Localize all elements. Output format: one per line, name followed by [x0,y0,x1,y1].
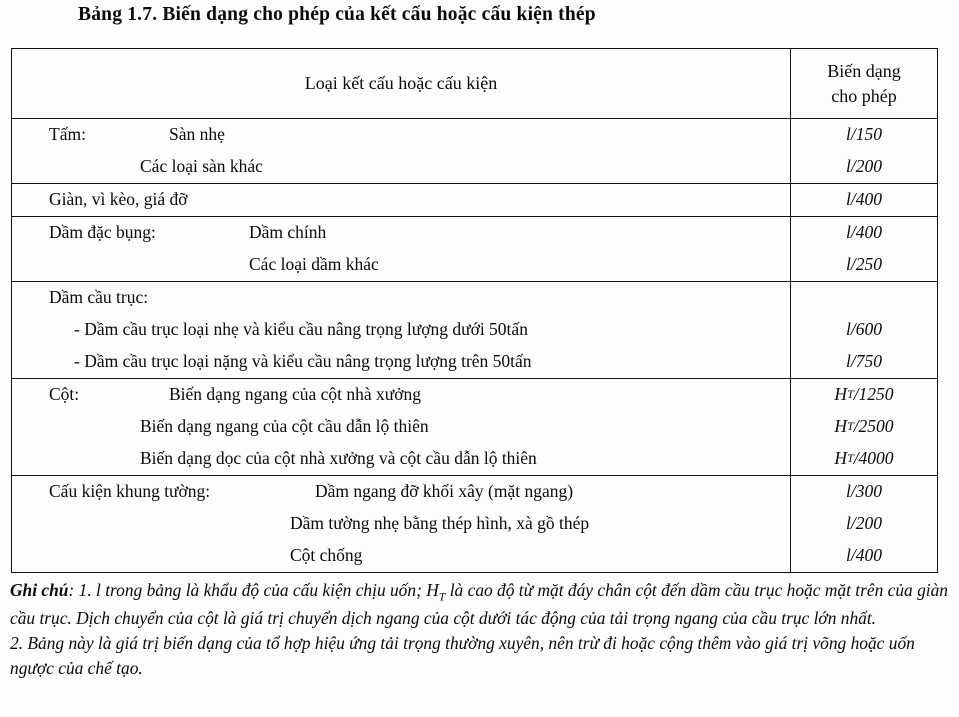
group-tam-description [12,119,791,184]
notes-label: Ghi chú [10,580,69,600]
row-line [12,184,790,216]
note-1-text-part1: : 1. l trong bảng là khẩu độ của cấu kiện chịu uốn; H [68,580,439,600]
row-line [12,411,790,443]
row-text: - Dầm cầu trục loại nhẹ và kiểu cầu nâng trọng lượng dưới 50tấn [74,319,528,340]
value-base: H [834,416,848,437]
group-lead-label: Cấu kiện khung tường: [49,481,211,502]
value-subscript: T [847,419,854,434]
group-dam-dac-bung-description [12,217,791,282]
value-cell: l/600 [846,319,882,340]
value-cell: l/750 [846,351,882,372]
deflection-table-container [11,48,937,573]
value-cell [791,411,937,443]
value-cell [791,443,937,475]
value-cell [791,379,937,411]
value-base: H [834,448,848,469]
table-row [12,217,938,282]
group-lead-label: Dầm cầu trục: [49,287,149,308]
value-cell: l/300 [846,481,882,502]
row-text: Cột chống [290,545,363,566]
row-line [12,346,790,378]
row-text: Sàn nhẹ [169,124,225,145]
value-subscript: T [847,387,854,402]
row-line [12,443,790,475]
group-khung-tuong-description [12,476,791,573]
table-notes [10,578,950,681]
value-denominator: /1250 [853,384,894,405]
group-lead-label: Tấm: [49,124,86,145]
group-tam-values [791,119,938,184]
table-row [12,184,938,217]
page-title: Bảng 1.7. Biến dạng cho phép của kết cấu hoặc cấu kiện thép [78,4,596,25]
table-row [12,282,938,379]
header-description: Loại kết cấu hoặc cấu kiện [12,49,791,119]
row-line [12,379,790,411]
row-text: Biến dạng ngang của cột cầu dẫn lộ thiên [140,416,429,437]
header-value [791,49,938,119]
group-dam-cau-truc-description [12,282,791,379]
value-cell: l/200 [846,156,882,177]
row-line [12,314,790,346]
group-gian-description [12,184,791,217]
table-head [12,49,938,119]
row-line [12,119,790,151]
note-1-text-part2: là cao độ từ mặt đáy chân cột đến dầm cầu trục hoặc mặt trên của giàn cầu trục. Dịch chuyển của cột là giá trị chuyển dịch ngang của cột dưới tác động của tải trọng ngang của cầu trục lớn nhất. [10,580,948,628]
table-row [12,476,938,573]
group-dam-dac-bung-values [791,217,938,282]
row-text: Giàn, vì kèo, giá đỡ [49,189,188,210]
table-row [12,119,938,184]
row-text: Biến dạng ngang của cột nhà xưởng [169,384,422,405]
value-base: H [834,384,848,405]
row-text: Biến dạng dọc của cột nhà xưởng và cột cầu dẫn lộ thiên [140,448,537,469]
header-value-line1: Biến dạng [827,61,901,82]
row-text: Các loại sàn khác [140,156,263,177]
note-2: 2. Bảng này là giá trị biến dạng của tổ hợp hiệu ứng tải trọng thường xuyên, nên trừ đi hoặc cộng thêm vào giá trị võng hoặc uốn ngược của chế tạo. [10,632,915,678]
value-cell: l/400 [846,189,882,210]
header-value-line2: cho phép [831,85,897,106]
row-text: - Dầm cầu trục loại nặng và kiểu cầu nâng trọng lượng trên 50tấn [74,351,532,372]
value-spacer [791,282,937,314]
row-line [12,217,790,249]
row-line [12,282,790,314]
row-line [12,508,790,540]
value-cell: l/400 [846,222,882,243]
row-text: Dầm tường nhẹ bằng thép hình, xà gồ thép [290,513,590,534]
group-dam-cau-truc-values [791,282,938,379]
deflection-table [11,48,938,573]
value-subscript: T [847,451,854,466]
table-row [12,379,938,476]
group-cot-description [12,379,791,476]
value-cell: l/200 [846,513,882,534]
group-khung-tuong-values [791,476,938,573]
value-cell: l/400 [846,545,882,566]
row-text: Dầm chính [249,222,327,243]
value-cell: l/250 [846,254,882,275]
group-cot-values [791,379,938,476]
value-denominator: /4000 [853,448,894,469]
row-line [12,249,790,281]
value-denominator: /2500 [853,416,894,437]
row-text: Các loại dầm khác [249,254,379,275]
value-cell: l/150 [846,124,882,145]
group-gian-values [791,184,938,217]
note-1-subscript: T [438,589,446,604]
group-lead-label: Dầm đặc bụng: [49,222,156,243]
row-text: Dầm ngang đỡ khối xây (mặt ngang) [315,481,574,502]
table-body [12,119,938,573]
group-lead-label: Cột: [49,384,80,405]
row-line [12,540,790,572]
table-header-row [12,49,938,119]
row-line [12,476,790,508]
note-1 [10,578,950,631]
row-line [12,151,790,183]
